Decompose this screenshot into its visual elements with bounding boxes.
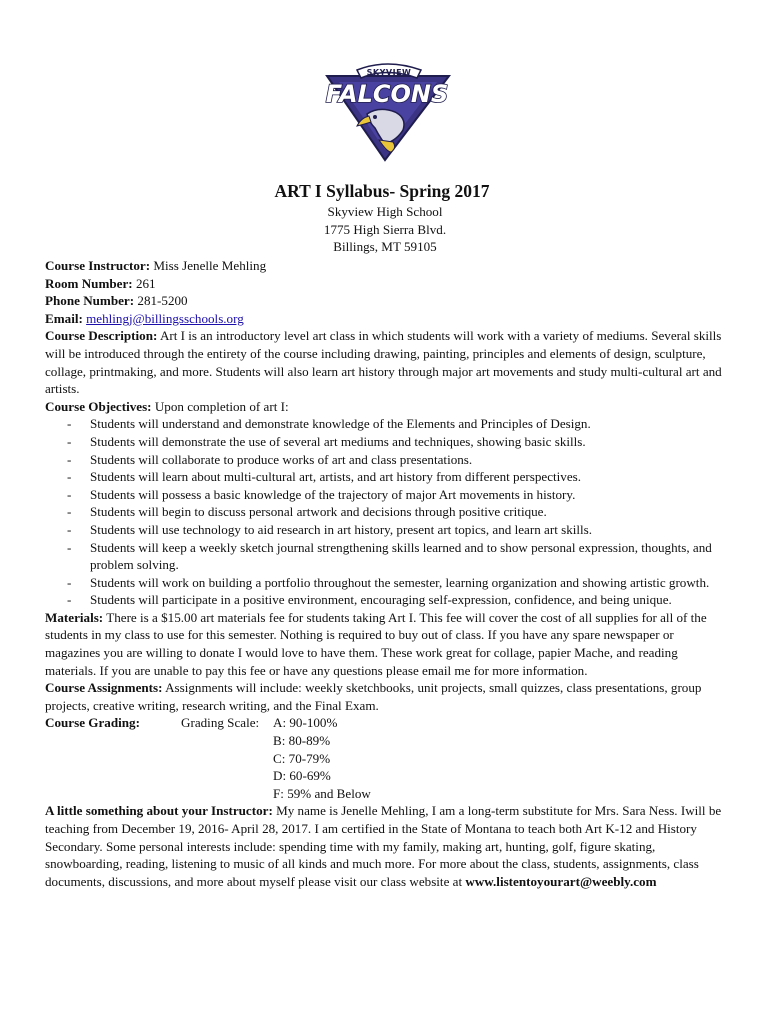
list-item xyxy=(45,539,725,574)
assignments-section xyxy=(45,679,725,714)
instructor-value: Miss Jenelle Mehling xyxy=(153,258,267,273)
school-address xyxy=(45,203,725,256)
list-item xyxy=(45,468,725,486)
objectives-list xyxy=(45,415,725,609)
objective-text: Students will use technology to aid research in art history, present art topics, and learn art skills. xyxy=(90,521,593,537)
svg-text:FALCONS: FALCONS xyxy=(325,80,449,108)
falcons-logo xyxy=(317,56,457,162)
syllabus-body xyxy=(45,257,725,890)
objective-text: Students will learn about multi-cultural art, artists, and art history from different perspectives. xyxy=(90,469,582,485)
materials-section xyxy=(45,609,725,679)
email-label: Email: xyxy=(45,310,83,326)
grading-section xyxy=(45,714,725,802)
phone-line xyxy=(45,292,725,310)
objectives-intro: Upon completion of art I: xyxy=(154,398,289,414)
objective-text: Students will demonstrate the use of several art mediums and techniques, showing basic skills. xyxy=(90,433,586,449)
list-item xyxy=(45,591,725,609)
dash-bullet: - xyxy=(67,433,72,449)
dash-bullet: - xyxy=(67,592,72,608)
page-title: ART I Syllabus- Spring 2017 xyxy=(274,181,490,201)
class-website-link[interactable]: www.listentoyourart@weebly.com xyxy=(465,873,657,889)
objective-text: Students will possess a basic knowledge of the trajectory of major Art movements in history. xyxy=(90,486,576,502)
about-label: A little something about your Instructor: xyxy=(45,803,273,819)
objectives-label: Course Objectives: xyxy=(45,398,152,414)
dash-bullet: - xyxy=(67,469,72,485)
grade-value: A: 90-100% xyxy=(273,715,338,731)
grade-row xyxy=(45,732,725,750)
assignments-text: Assignments will include: weekly sketchbooks, unit projects, small quizzes, class presentations, group projects, creative writing, research writing, and the Final Exam. xyxy=(45,680,702,713)
room-value: 261 xyxy=(135,275,156,291)
grade-value: C: 70-79% xyxy=(273,750,331,766)
grade-value: F: 59% and Below xyxy=(273,785,371,801)
list-item xyxy=(45,521,725,539)
grade-row xyxy=(45,785,725,803)
description-text: Art I is an introductory level art class in which students will work with a variety of mediums. Several skills will be introduced through the entirety of the course including drawing, painting, principles and elements of design, sculpture, collage, printmaking, and more. Students will also learn art history through major art movements and study multi-cultural art and artists. xyxy=(45,328,722,397)
description-label: Course Description: xyxy=(45,328,158,344)
objective-text: Students will begin to discuss personal artwork and decisions through positive critique. xyxy=(90,504,547,520)
grade-row xyxy=(45,767,725,785)
list-item xyxy=(45,415,725,433)
room-line xyxy=(45,275,725,293)
grade-row xyxy=(45,714,725,732)
materials-text: There is a $15.00 art materials fee for students taking Art I. This fee will cover the cost of all supplies for all of the students in my class to use for this semester. Nothing is required to buy out of class. If you have any spare newspaper or magazines you are willing to donate I would love to have them. These work great for collage, papier Mache, and reading materials. If you are unable to pay this fee or have any questions please email me for more information. xyxy=(45,609,707,678)
phone-value: 281-5200 xyxy=(137,293,188,309)
address-line: Skyview High School xyxy=(327,204,443,219)
list-item xyxy=(45,503,725,521)
grade-value: B: 80-89% xyxy=(273,733,331,749)
dash-bullet: - xyxy=(67,574,72,590)
list-item xyxy=(45,574,725,592)
email-line xyxy=(45,310,725,328)
course-description xyxy=(45,327,725,397)
about-instructor-section xyxy=(45,802,725,890)
list-item xyxy=(45,433,725,451)
materials-label: Materials: xyxy=(45,609,104,625)
list-item xyxy=(45,451,725,469)
grading-label: Course Grading: xyxy=(45,715,140,731)
objective-text: Students will participate in a positive environment, encouraging self-expression, confidence, and being unique. xyxy=(90,592,672,608)
objective-text: Students will understand and demonstrate knowledge of the Elements and Principles of Design. xyxy=(90,416,591,432)
dash-bullet: - xyxy=(67,416,72,432)
phone-label: Phone Number: xyxy=(45,293,135,309)
room-label: Room Number: xyxy=(45,275,133,291)
objectives-heading xyxy=(45,398,725,416)
grade-row xyxy=(45,750,725,768)
dash-bullet: - xyxy=(67,539,72,555)
svg-text:SKYVIEW: SKYVIEW xyxy=(366,68,412,77)
email-link[interactable]: mehlingj@billingsschools.org xyxy=(86,310,244,326)
dash-bullet: - xyxy=(67,521,72,537)
dash-bullet: - xyxy=(67,486,72,502)
objective-text: Students will keep a weekly sketch journal strengthening skills learned and to show personal expression, thoughts, and problem solving. xyxy=(90,539,712,573)
grading-scale-label: Grading Scale: xyxy=(181,715,260,731)
grade-value: D: 60-69% xyxy=(273,768,331,784)
instructor-label: Course Instructor: xyxy=(45,258,151,273)
instructor-line xyxy=(45,257,725,275)
objective-text: Students will collaborate to produce works of art and class presentations. xyxy=(90,451,473,467)
assignments-label: Course Assignments: xyxy=(45,680,163,696)
list-item xyxy=(45,486,725,504)
dash-bullet: - xyxy=(67,504,72,520)
about-text: My name is Jenelle Mehling, I am a long-term substitute for Mrs. Sara Ness. Iwill be teaching from December 19, 2016- April 28, 2017. I am certified in the State of Montana to teach both Art K-12 and History Secondary. Some personal interests include: spending time with my family, making art, hunting, golf, figure skating, snowboarding, reading, listening to music of all kinds and much more. For more about the class, students, assignments, class documents, discussions, and more about myself please visit our class website at xyxy=(45,803,722,889)
address-line: Billings, MT 59105 xyxy=(333,239,437,255)
objective-text: Students will work on building a portfolio throughout the semester, learning organization and showing artistic growth. xyxy=(90,574,710,590)
dash-bullet: - xyxy=(67,451,72,467)
address-line: 1775 High Sierra Blvd. xyxy=(323,221,447,237)
